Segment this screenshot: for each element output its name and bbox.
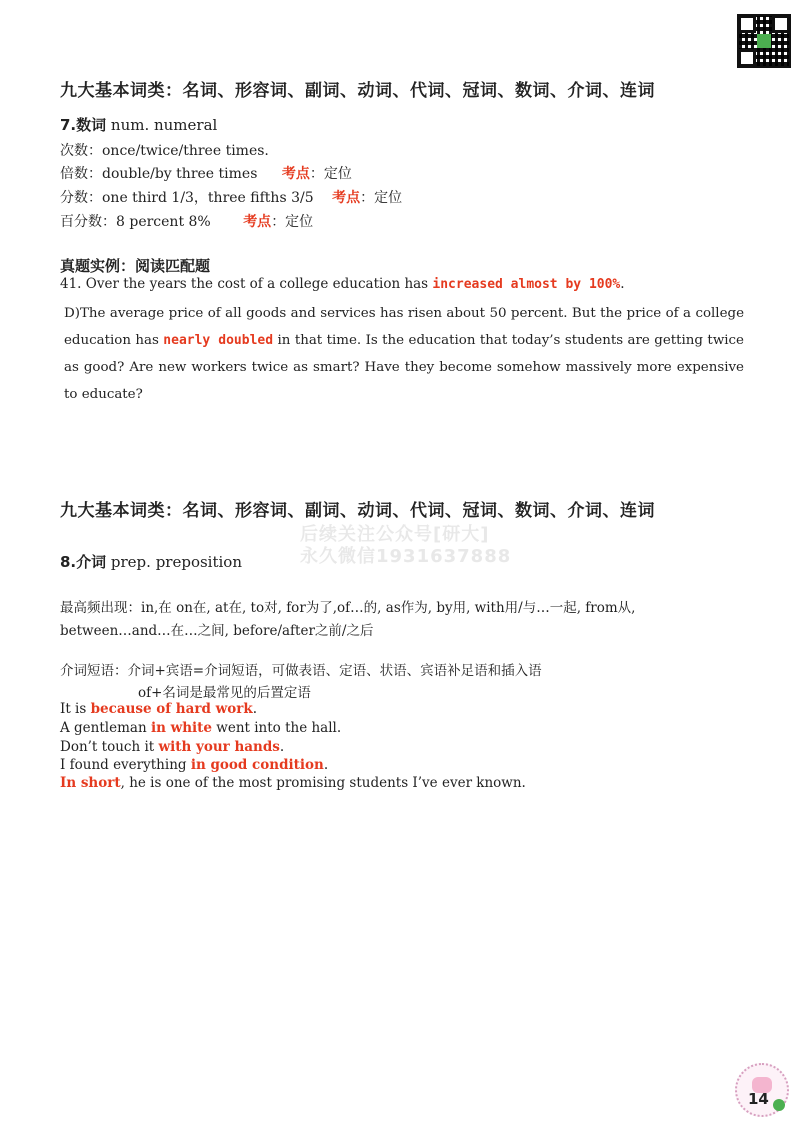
frequent-line-2: between…and…在…之间, before/after之前/之后 (60, 623, 374, 639)
word-class-heading: 九大基本词类：名词、形容词、副词、动词、代词、冠词、数词、介词、连词 (60, 81, 655, 101)
watermark (300, 524, 511, 568)
section-8-title (60, 551, 242, 572)
example-text: I found everything (60, 757, 191, 773)
exam-point-label: 考点 (332, 190, 361, 206)
qr-finder-pattern (772, 15, 790, 33)
example-text: , he is one of the most promising students I’ve ever known. (120, 775, 526, 791)
example-highlight: because of hard work (90, 701, 253, 717)
percent-label: 百分数： (60, 214, 116, 230)
page-number: 14 (748, 1090, 769, 1108)
passage-highlight: nearly doubled (163, 333, 274, 348)
passage-text: D)The average price of all goods and services has risen about 50 percent. But the price of a college education has (64, 306, 744, 348)
question-suffix: . (620, 276, 625, 292)
frequent-line-1: 最高频出现：in,在 on在, at在, to对, for为了,of…的, as作为, by用, with用/与…一起, from从, (60, 600, 636, 616)
example-highlight: in white (150, 720, 212, 736)
status-dot-icon (773, 1099, 785, 1111)
exam-point-value: ：定位 (271, 214, 314, 230)
exam-point-value: ：定位 (360, 190, 403, 206)
question-text: 41. Over the years the cost of a college education has (60, 276, 433, 292)
qr-code[interactable] (737, 14, 791, 68)
example-text: A gentleman (60, 720, 151, 736)
percent-text: 8 percent 8% (116, 214, 211, 230)
section-7-title (60, 114, 217, 135)
section-title-zh: 8.介词 (60, 553, 107, 571)
multiple-line (60, 163, 352, 183)
times-line (60, 140, 269, 160)
example-text: It is (60, 701, 91, 717)
example-sentence (60, 775, 526, 791)
times-label: 次数： (60, 143, 102, 159)
example-sentence (60, 701, 257, 717)
example-text: . (323, 757, 329, 773)
example-text: . (279, 739, 285, 755)
exam-example-title: 真题实例：阅读匹配题 (60, 257, 211, 275)
example-text: . (252, 701, 258, 717)
example-sentence (60, 757, 328, 773)
example-highlight: In short (60, 775, 121, 791)
watermark-line: 后续关注公众号[研大] (300, 524, 490, 545)
phrase-line-2: of+名词是最常见的后置定语 (138, 685, 311, 701)
fraction-label: 分数： (60, 190, 102, 206)
multiple-text: double/by three times (102, 166, 258, 182)
example-text: Don’t touch it (60, 739, 159, 755)
question-highlight: increased almost by 100% (432, 277, 621, 292)
example-highlight: with your hands (158, 739, 280, 755)
qr-logo-icon (757, 34, 771, 48)
word-class-heading-2: 九大基本词类：名词、形容词、副词、动词、代词、冠词、数词、介词、连词 (60, 501, 655, 521)
exam-point-value: ：定位 (309, 166, 352, 182)
exam-point-label: 考点 (243, 214, 272, 230)
watermark-line: 永久微信1931637888 (300, 546, 512, 567)
section-title-en: num. numeral (106, 116, 218, 134)
percent-line (60, 211, 313, 231)
qr-finder-pattern (738, 49, 756, 67)
passage-d (64, 300, 744, 408)
fraction-text: one third 1/3，three fifths 3/5 (102, 190, 314, 206)
multiple-label: 倍数： (60, 166, 102, 182)
exam-point-label: 考点 (281, 166, 310, 182)
example-sentence (60, 739, 284, 755)
passage-text-end: in that time. Is the education that today’s students are getting twice as good? Are new workers twice as smart? Have they become somehow massively more expensive to educate? (64, 333, 744, 402)
example-sentence (60, 720, 341, 736)
phrase-line-1: 介词短语：介词+宾语=介词短语，可做表语、定语、状语、宾语补足语和插入语 (60, 663, 542, 679)
qr-finder-pattern (738, 15, 756, 33)
question-41 (60, 276, 625, 292)
example-text: went into the hall. (211, 720, 342, 736)
fraction-line (60, 187, 402, 207)
section-title-en: prep. preposition (106, 553, 242, 571)
times-text: once/twice/three times. (102, 143, 269, 159)
example-highlight: in good condition (190, 757, 324, 773)
section-title-zh: 7.数词 (60, 116, 107, 134)
